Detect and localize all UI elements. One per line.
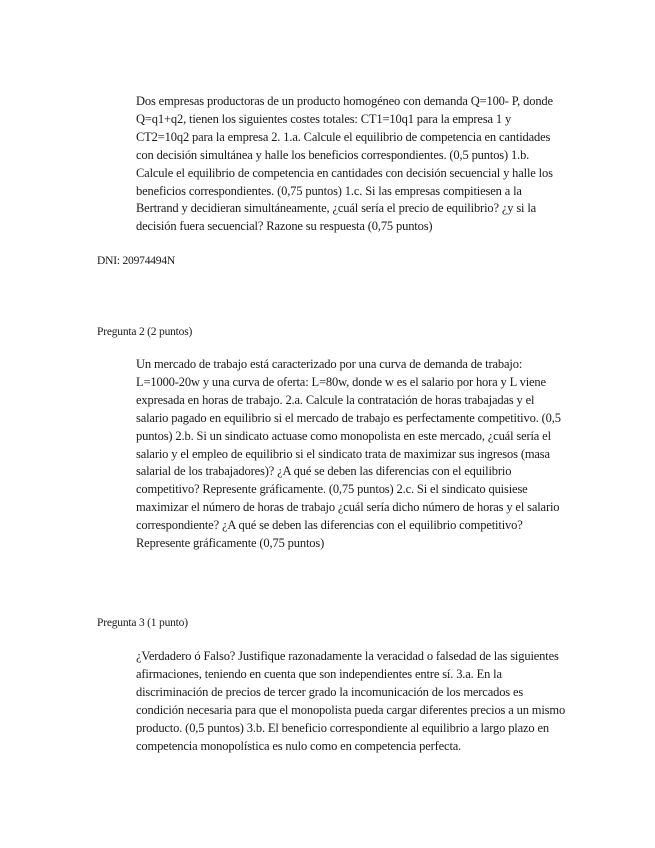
dni-label: DNI: 20974494N — [97, 255, 176, 267]
question-2-text: Un mercado de trabajo está caracterizado por una curva de demanda de trabajo: L=1000-20w y una curva de oferta: L=80w, donde w es el salario por hora y L viene expresada en horas de trabajo. 2.a. Calcule la contratación de horas trabajadas y el salario pagado en equilibrio si el mercado de trabajo es perfectamente competitivo. (0,5 puntos) 2.b. Si un sindicato actuase como monopolista en este mercado, ¿cuál sería el salario y el empleo de equilibrio si el sindicato trata de maximizar sus ingresos (masa salarial de los trabajadores)? ¿A qué se deben las diferencias con el equilibrio competitivo? Represente gráficamente. (0,75 puntos) 2.c. Si el sindicato quisiese maximizar el número de horas de trabajo ¿cuál sería dicho número de horas y el salario correspondiente? ¿A qué se deben las diferencias con el equilibrio competitivo? Represente gráficamente (0,75 puntos) — [136, 357, 561, 551]
question-2-label: Pregunta 2 (2 puntos) — [97, 326, 193, 338]
question-3-label: Pregunta 3 (1 punto) — [97, 617, 188, 629]
question-3-text: ¿Verdadero ó Falso? Justifique razonadamente la veracidad o falsedad de las siguientes afirmaciones, teniendo en cuenta que son independientes entre sí. 3.a. En la discriminación de precios de tercer grado la incomunicación de los mercados es condición necesaria para que el monopolista pueda cargar diferentes precios a un mismo producto. (0,5 puntos) 3.b. El beneficio correspondiente al equilibrio a largo plazo en competencia monopolística es nulo como en competencia perfecta. — [136, 649, 566, 753]
question-1-text: Dos empresas productoras de un producto homogéneo con demanda Q=100- P, donde Q=q1+q2, tienen los siguientes costes totales: CT1=10q1 para la empresa 1 y CT2=10q2 para la empresa 2. 1.a. Calcule el equilibrio de competencia en cantidades con decisión simultánea y halle los beneficios correspondientes. (0,5 puntos) 1.b. Calcule el equilibrio de competencia en cantidades con decisión secuencial y halle los beneficios correspondientes. (0,75 puntos) 1.c. Si las empresas compitiesen a la Bertrand y decidieran simultáneamente, ¿cuál sería el precio de equilibrio? ¿y si la decisión fuera secuencial? Razone su respuesta (0,75 puntos) — [136, 94, 553, 234]
